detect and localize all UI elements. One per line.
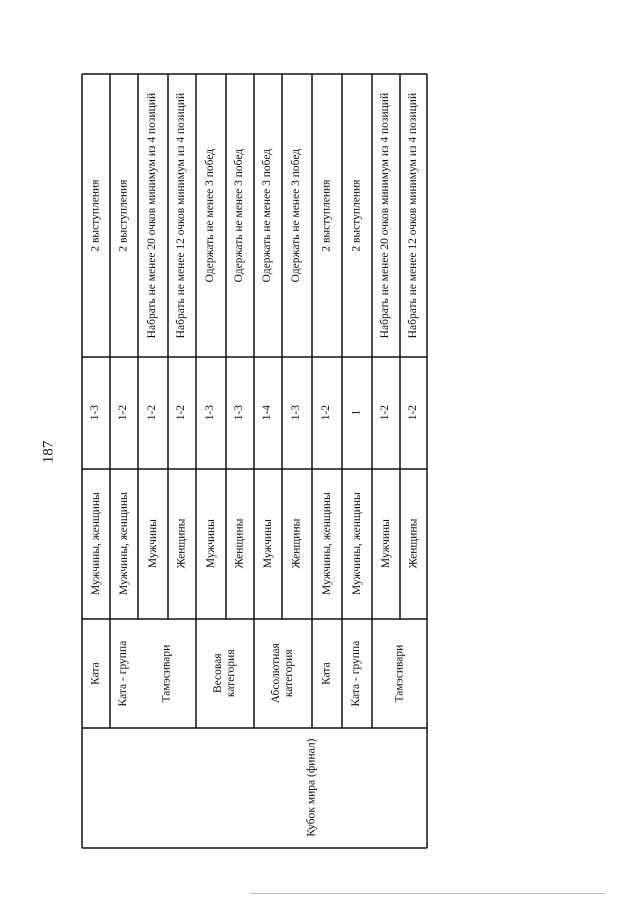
table-cell: Мужчины, женщины: [89, 492, 102, 596]
table-cell: 2 выступления: [117, 179, 130, 252]
table-cell: Мужчины, женщины: [320, 492, 333, 596]
table-cell: 1-2: [406, 405, 419, 421]
page-number: 187: [40, 440, 57, 464]
scan-edge-line: [250, 893, 605, 894]
table-cell: 1-4: [261, 405, 274, 421]
table-cell: 1-2: [379, 405, 392, 421]
table-cell: Набрать не менее 12 очков минимум из 4 позиций: [406, 92, 419, 339]
table-cell: Весовая категория: [211, 649, 237, 698]
table-cell: Тамэсивари: [392, 644, 405, 703]
table-cell: Женщины: [233, 519, 246, 569]
table-cell: Тамэсивари: [160, 644, 173, 703]
table-cell: Женщины: [290, 519, 303, 569]
table-cell: 1-2: [320, 405, 333, 421]
table-cell: 1-3: [290, 405, 303, 421]
table-cell: 2 выступления: [350, 179, 363, 252]
table-cell: Набрать не менее 20 очков минимум из 4 позиций: [146, 92, 159, 339]
table-cell: Мужчины, женщины: [350, 492, 363, 596]
table-cell: Мужчины: [261, 519, 274, 569]
table-cell: Набрать не менее 12 очков минимум из 4 позиций: [175, 92, 188, 339]
table-cell: Мужчины: [146, 519, 159, 569]
table-cell: 1-2: [175, 405, 188, 421]
table-cell: Мужчины: [379, 519, 392, 569]
table-cell: Одержать не менее 3 побед: [261, 148, 274, 283]
table-cell: 1-3: [204, 405, 217, 421]
table-cell: Одержать не менее 3 побед: [204, 148, 217, 283]
table-cell: 1-2: [146, 405, 159, 421]
table-cell: Ката - группа: [350, 640, 363, 707]
table-cell: Мужчины, женщины: [117, 492, 130, 596]
table-cell: 1-3: [233, 405, 246, 421]
table-cell: Набрать не менее 20 очков минимум из 4 позиций: [379, 92, 392, 339]
section-label: Кубок мира (финал): [304, 739, 317, 837]
results-table: [82, 74, 427, 848]
table-cell: 1-2: [117, 405, 130, 421]
table-cell: Женщины: [175, 519, 188, 569]
table-cell: Ката: [320, 662, 333, 685]
table-cell: 1-3: [89, 405, 102, 421]
table-cell: Мужчины: [204, 519, 217, 569]
table-cell: 2 выступления: [320, 179, 333, 252]
table-cell: Женщины: [406, 519, 419, 569]
table-cell: 2 выступления: [89, 179, 102, 252]
table-cell: Абсолютная категория: [269, 643, 295, 704]
table-cell: Ката - группа: [117, 640, 130, 707]
table-cell: Одержать не менее 3 побед: [233, 148, 246, 283]
table-cell: Ката: [89, 662, 102, 685]
section-label-cell: [196, 728, 427, 848]
table-cell: Одержать не менее 3 побед: [290, 148, 303, 283]
table-cell: 1: [350, 410, 363, 416]
